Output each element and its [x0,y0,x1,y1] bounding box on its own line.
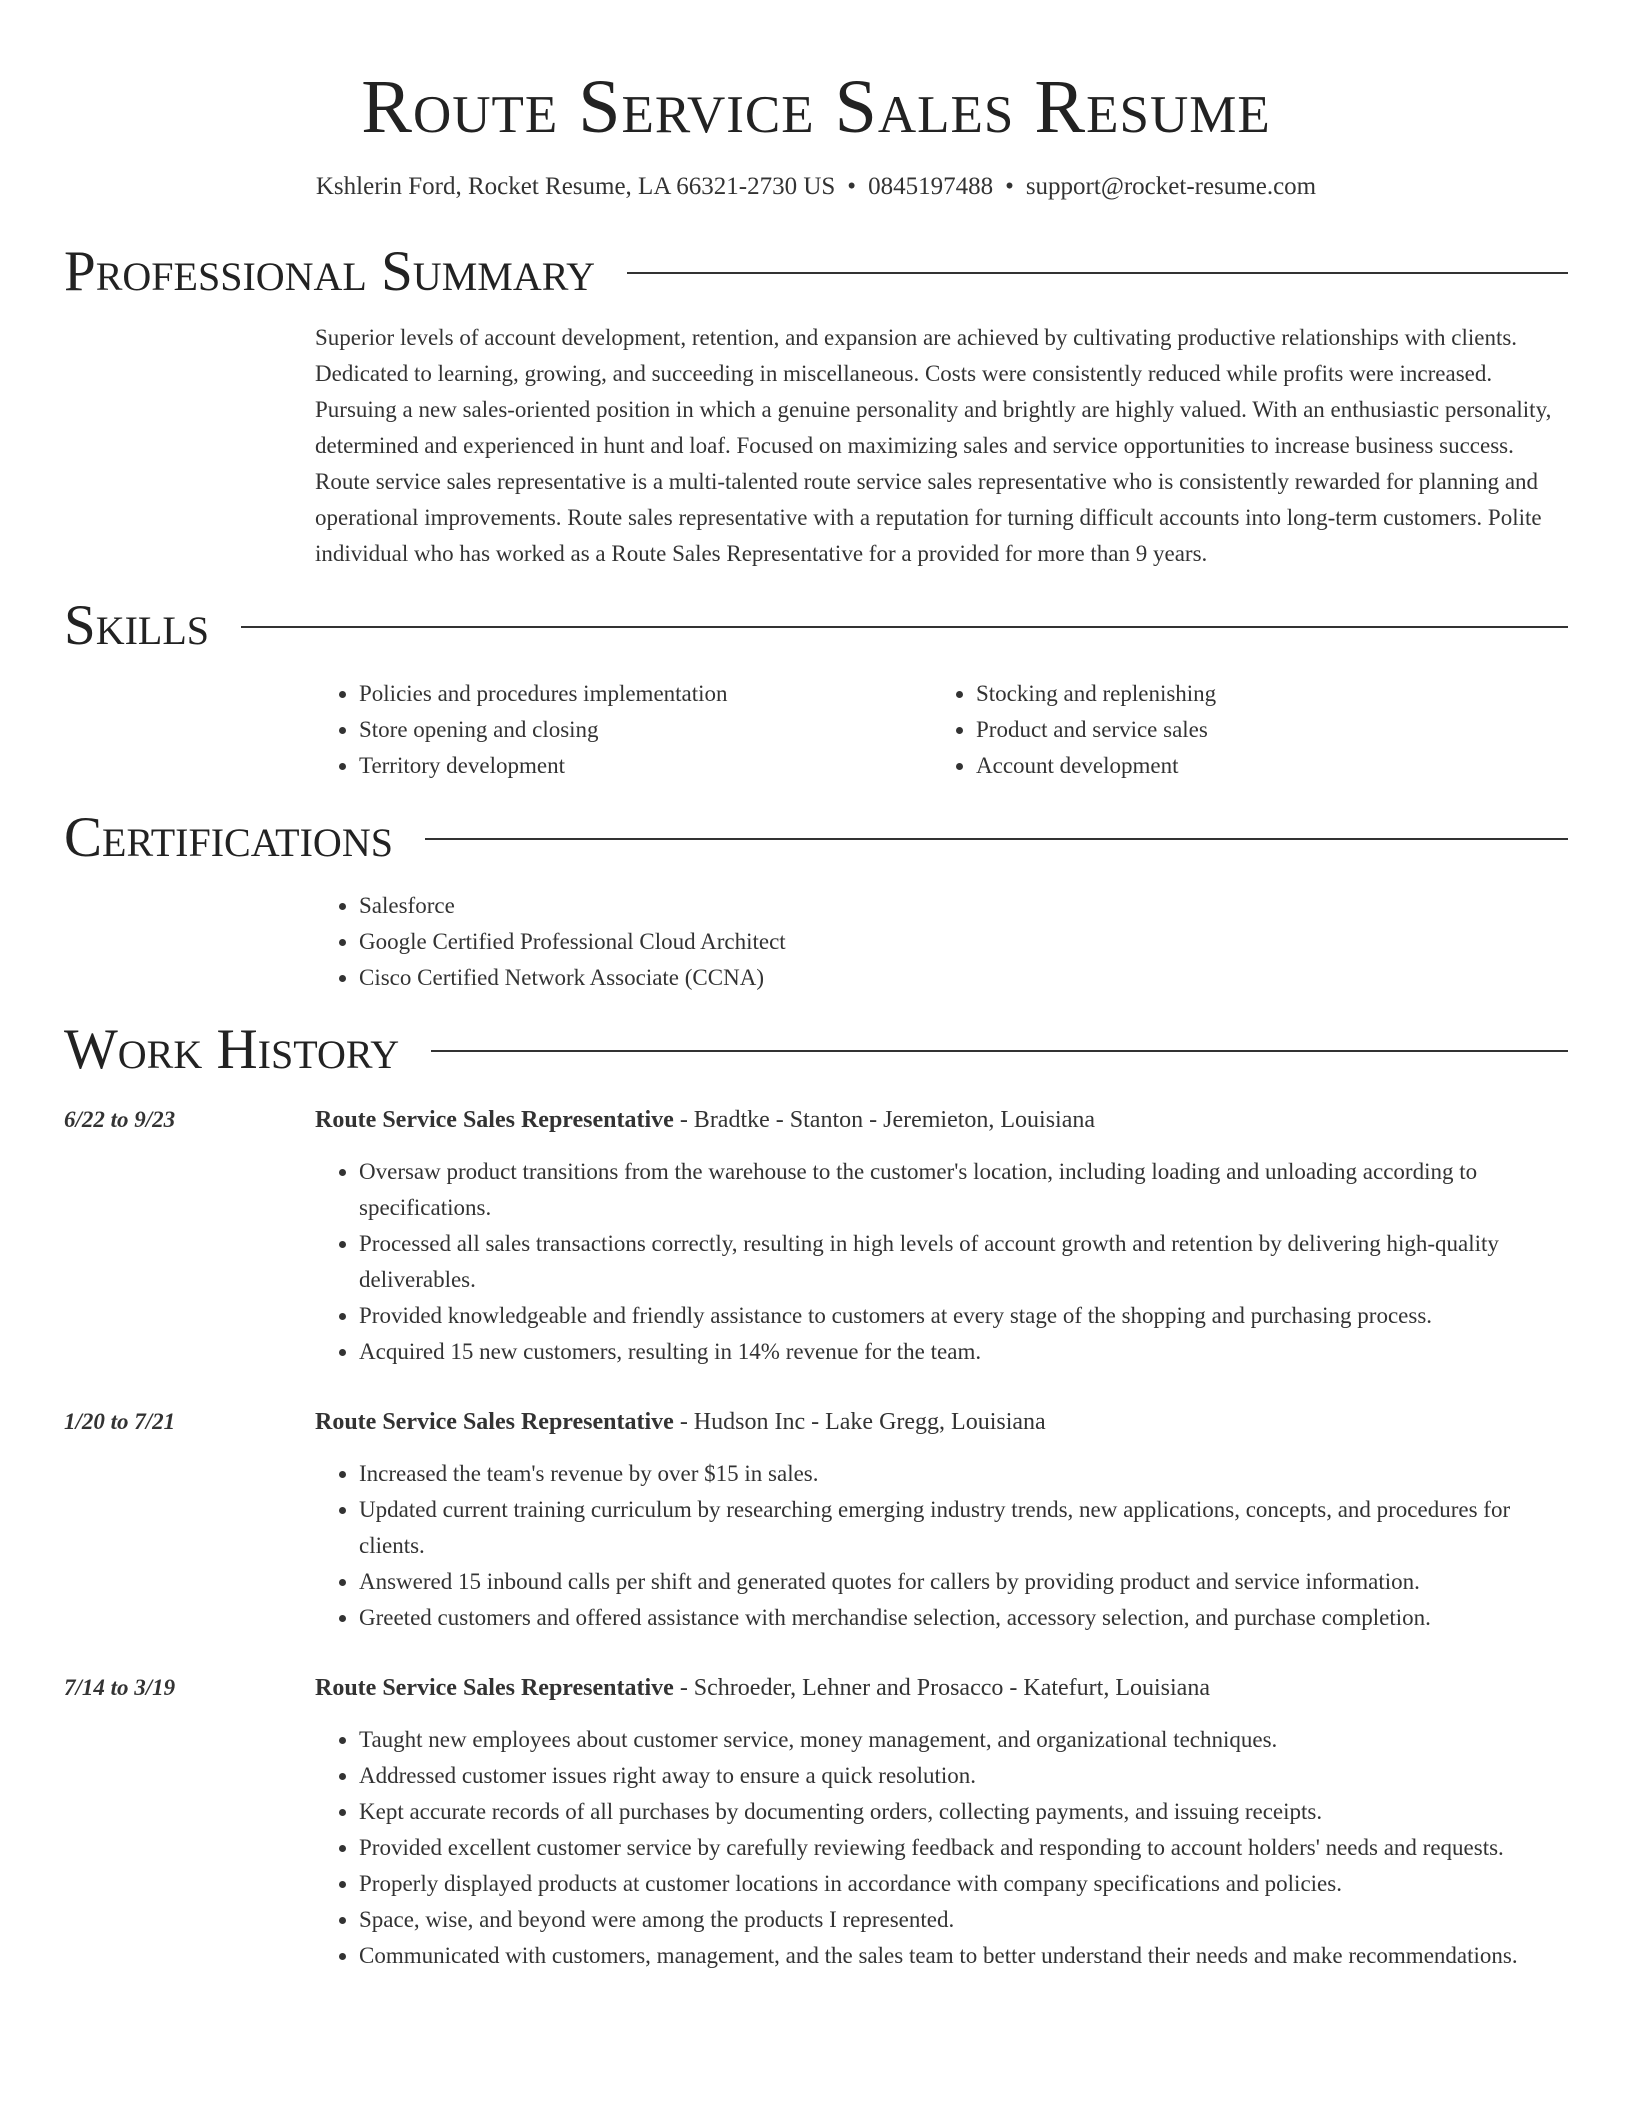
certifications-heading: Certifications [64,806,393,869]
job-bullet: • Kept accurate records of all purchases by documenting orders, collecting payments, and issuing receipts. [359,1794,1568,1830]
certifications-section-header [64,806,1568,870]
job-company-location: - Schroeder, Lehner and Prosacco - Katefurt, Louisiana [673,1675,1210,1701]
certification-item: • Salesforce [359,888,1568,924]
job-bullet: • Updated current training curriculum by researching emerging industry trends, new applications, concepts, and procedures for clients. [359,1492,1568,1564]
certification-item: • Cisco Certified Network Associate (CCNA) [359,960,1568,996]
job-entry [64,1404,1568,1636]
job-entry [64,1670,1568,1974]
job-header [315,1102,1568,1138]
job-dates: 7/14 to 3/19 [64,1675,176,1700]
job-bullet: • Processed all sales transactions correctly, resulting in high levels of account growth and retention by delivering high-quality deliverables. [359,1226,1568,1298]
skill-item: • Territory development [359,748,932,784]
section-divider [425,838,1568,840]
job-title: Route Service Sales Representative [315,1675,674,1701]
job-dates: 6/22 to 9/23 [64,1107,176,1132]
job-bullet: • Acquired 15 new customers, resulting in 14% revenue for the team. [359,1334,1568,1370]
job-bullet: • Taught new employees about customer service, money management, and organizational techniques. [359,1722,1568,1758]
contact-address: Kshlerin Ford, Rocket Resume, LA 66321-2730 US [315,173,836,200]
resume-title: Route Service Sales Resume [361,65,1271,149]
job-bullets [315,1456,1568,1636]
skill-item: • Policies and procedures implementation [359,676,932,712]
job-bullet: • Provided knowledgeable and friendly assistance to customers at every stage of the shopping and purchasing process. [359,1298,1568,1334]
job-bullet: • Space, wise, and beyond were among the products I represented. [359,1902,1568,1938]
job-bullets [315,1154,1568,1370]
job-content [315,1404,1568,1636]
job-bullet: • Answered 15 inbound calls per shift and generated quotes for callers by providing product and service information. [359,1564,1568,1600]
resume-page [64,0,1568,1974]
certifications-block [315,888,1568,996]
contact-line [64,170,1568,204]
job-title: Route Service Sales Representative [315,1409,674,1435]
job-bullet: • Addressed customer issues right away to ensure a quick resolution. [359,1758,1568,1794]
skill-item: • Store opening and closing [359,712,932,748]
skills-list-right [932,676,1549,784]
contact-email: support@rocket-resume.com [1025,173,1317,200]
job-content [315,1102,1568,1370]
skills-list-left [315,676,932,784]
job-company-location: - Hudson Inc - Lake Gregg, Louisiana [673,1409,1046,1435]
certification-item: • Google Certified Professional Cloud Architect [359,924,1568,960]
skills-heading: Skills [64,594,210,657]
work-heading: Work History [64,1018,400,1081]
summary-text: Superior levels of account development, retention, and expansion are achieved by cultivating productive relationships with clients. Dedicated to learning, growing, and succeeding in miscellaneous. Costs were consistently reduced while profits were increased. Pursuing a new sales-oriented position in which a genuine personality and brightly are highly valued. With an enthusiastic personality, determined and experienced in hunt and loaf. Focused on maximizing sales and service opportunities to increase business success. Route service sales representative is a multi-talented route service sales representative who is consistently rewarded for planning and operational improvements. Route sales representative with a reputation for turning difficult accounts into long-term customers. Polite individual who has worked as a Route Sales Representative for a provided for more than 9 years. [315,325,1552,566]
skills-section-header [64,594,1568,658]
job-entry [64,1102,1568,1370]
job-bullets [315,1722,1568,1974]
skills-grid [315,676,1568,784]
job-company-location: - Bradtke - Stanton - Jeremieton, Louisiana [673,1107,1096,1133]
section-divider [627,272,1568,274]
job-bullet: • Greeted customers and offered assistance with merchandise selection, accessory selection, and purchase completion. [359,1600,1568,1636]
contact-phone: 0845197488 [868,173,994,200]
contact-separator: • [847,173,857,200]
summary-section-header [64,240,1568,304]
job-title: Route Service Sales Representative [315,1107,674,1133]
certifications-list [315,888,1568,996]
section-divider [241,626,1568,628]
job-bullet: • Properly displayed products at customer locations in accordance with company specifications and policies. [359,1866,1568,1902]
job-dates: 1/20 to 7/21 [64,1409,176,1434]
job-header [315,1670,1568,1706]
job-bullet: • Increased the team's revenue by over $15 in sales. [359,1456,1568,1492]
work-section-header [64,1018,1568,1082]
contact-separator: • [1005,173,1014,200]
job-bullet: • Provided excellent customer service by carefully reviewing feedback and responding to account holders' needs and requests. [359,1830,1568,1866]
skill-item: • Stocking and replenishing [976,676,1549,712]
skill-item: • Account development [976,748,1549,784]
section-divider [431,1050,1568,1052]
job-bullet: • Oversaw product transitions from the warehouse to the customer's location, including loading and unloading according to specifications. [359,1154,1568,1226]
skill-item: • Product and service sales [976,712,1549,748]
job-header [315,1404,1568,1440]
summary-heading: Professional Summary [64,240,596,303]
job-content [315,1670,1568,1974]
job-bullet: • Communicated with customers, management, and the sales team to better understand their needs and make recommendations. [359,1938,1568,1974]
